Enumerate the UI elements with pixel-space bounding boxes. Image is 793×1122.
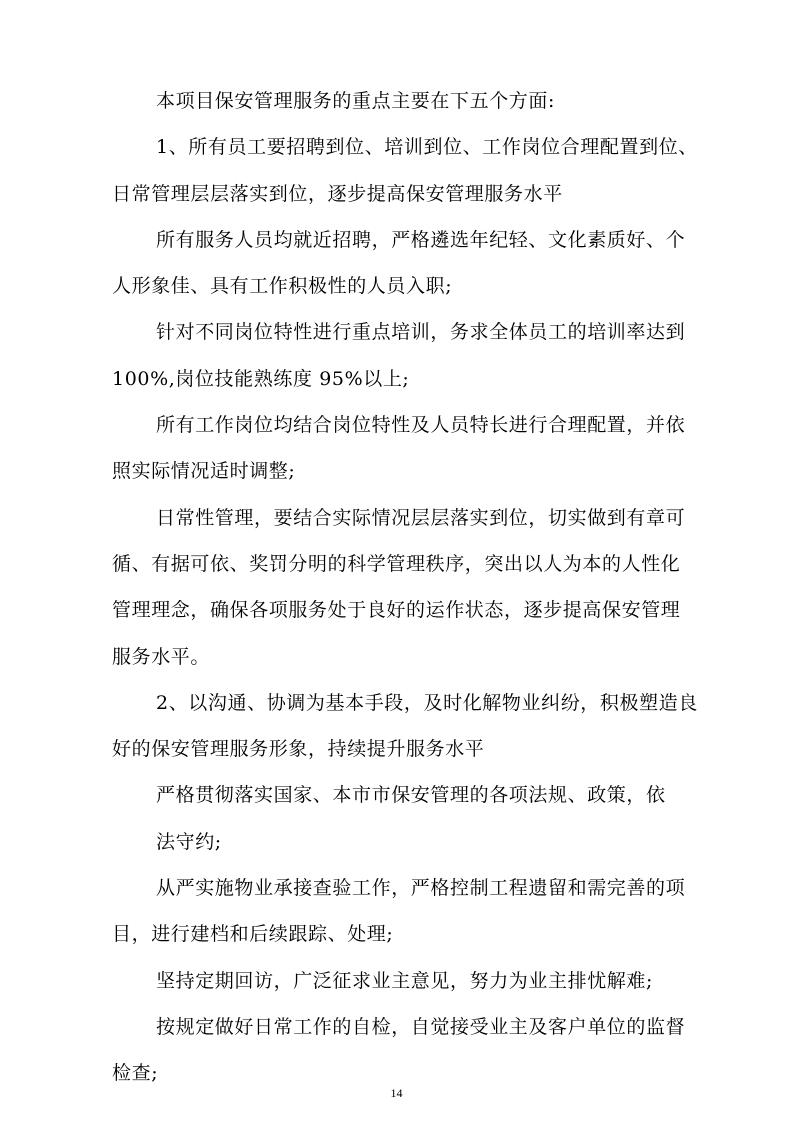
paragraph-self-check-line-1: 按规定做好日常工作的自检，自觉接受业主及客户单位的监督 (156, 1015, 686, 1038)
paragraph-allocation-line-2: 照实际情况适时调整; (112, 460, 296, 483)
item-1-heading-line-1: 1、所有员工要招聘到位、培训到位、工作岗位合理配置到位、 (156, 136, 698, 159)
paragraph-allocation-line-1: 所有工作岗位均结合岗位特性及人员特长进行合理配置，并依 (156, 414, 686, 437)
body-text (112, 90, 698, 1109)
paragraph-self-check-line-2: 检查; (112, 1062, 159, 1085)
item-1-heading-line-2: 日常管理层层落实到位，逐步提高保安管理服务水平 (112, 182, 563, 205)
item-2-heading-line-2: 好的保安管理服务形象，持续提升服务水平 (112, 738, 485, 761)
paragraph-regulations-line-1: 严格贯彻落实国家、本市市保安管理的各项法规、政策，依 (156, 784, 666, 807)
paragraph-training-line-1: 针对不同岗位特性进行重点培训，务求全体员工的培训率达到 (156, 321, 686, 344)
paragraph-daily-management-line-1: 日常性管理，要结合实际情况层层落实到位，切实做到有章可 (156, 506, 686, 529)
paragraph-follow-up: 坚持定期回访，广泛征求业主意见，努力为业主排忧解难; (156, 969, 654, 992)
paragraph-daily-management-line-4: 服务水平。 (112, 645, 211, 668)
paragraph-recruitment-line-1: 所有服务人员均就近招聘，严格遴选年纪轻、文化素质好、个 (156, 228, 686, 251)
paragraph-inspection-line-1: 从严实施物业承接查验工作，严格控制工程遗留和需完善的项 (156, 877, 686, 900)
paragraph-recruitment-line-2: 人形象佳、具有工作积极性的人员入职; (112, 275, 453, 298)
paragraph-inspection-line-2: 目，进行建档和后续跟踪、处理; (112, 923, 394, 946)
page-number: 14 (390, 1086, 403, 1100)
paragraph-regulations-line-2: 法守约; (156, 830, 222, 853)
paragraph-intro: 本项目保安管理服务的重点主要在下五个方面: (156, 90, 556, 112)
paragraph-daily-management-line-3: 管理理念，确保各项服务处于良好的运作状态，逐步提高保安管理 (112, 599, 681, 622)
paragraph-daily-management-line-2: 循、有据可依、奖罚分明的科学管理秩序，突出以人为本的人性化 (112, 552, 681, 575)
paragraph-training-line-2: 100%,岗位技能熟练度 95%以上; (112, 367, 410, 390)
item-2-heading-line-1: 2、以沟通、协调为基本手段，及时化解物业纠纷，积极塑造良 (156, 691, 698, 714)
